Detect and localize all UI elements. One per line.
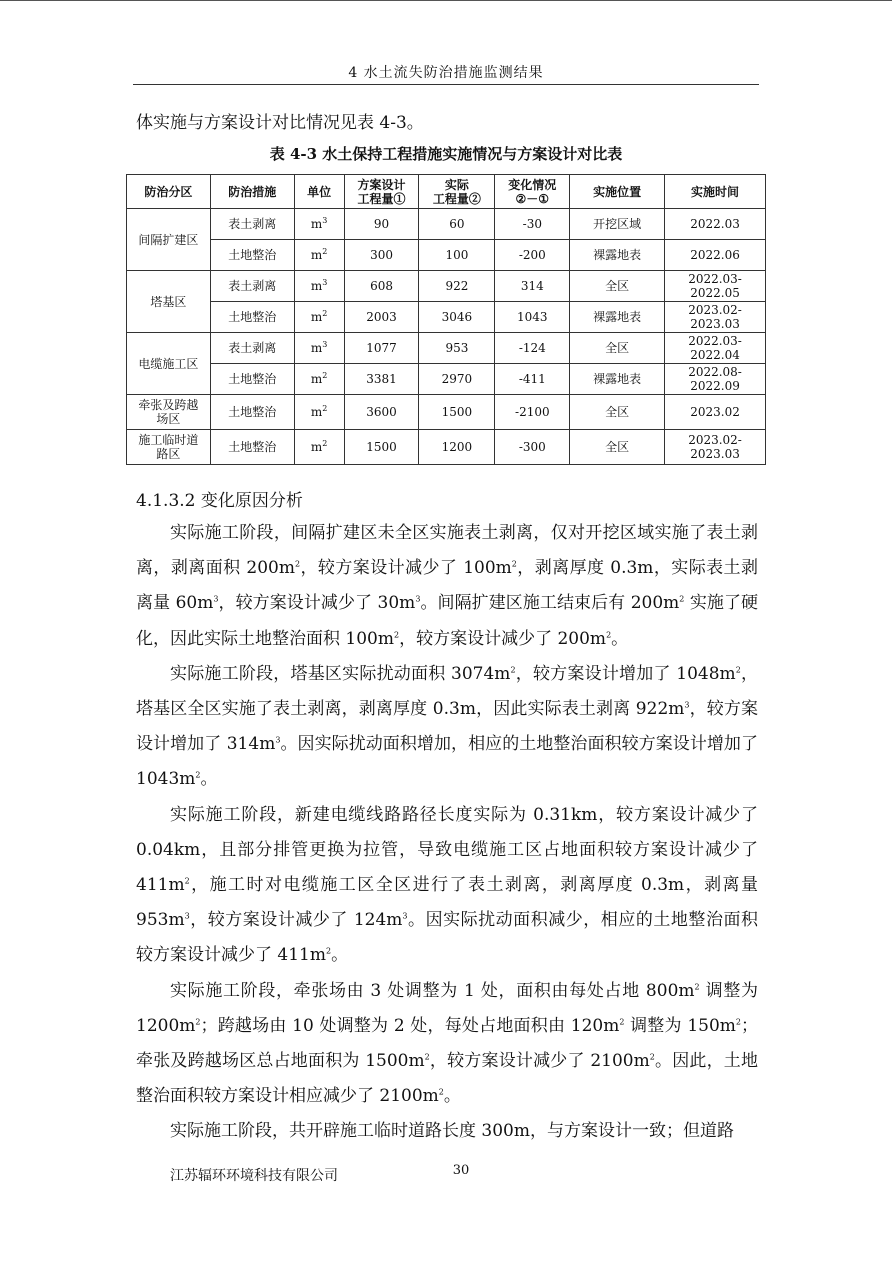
text-run: 实际施工阶段，共开辟施工临时道路长度 300m，与方案设计一致；但道路 — [170, 1121, 734, 1142]
time-cell — [665, 271, 766, 302]
table-row — [127, 364, 766, 395]
time-line1: 2022.06 — [690, 248, 740, 262]
text-run: 实际施工阶段，间隔扩建区未全区实施表土剥离，仅对开挖区域实施了表土剥离，剥离面积 200m — [136, 523, 758, 579]
location-cell: 裸露地表 — [570, 240, 665, 271]
text-run: 实施了硬化，因此实际土地整治面积 100m — [136, 593, 759, 649]
text-run: ，较方案设计减少了 124m — [189, 910, 403, 931]
time-line1: 2023.02- — [688, 433, 742, 447]
superscript: 2 — [294, 559, 301, 569]
superscript: 2 — [606, 629, 612, 639]
measure-cell: 土地整治 — [210, 364, 294, 395]
header-actual — [419, 175, 495, 209]
design-cell: 300 — [344, 240, 419, 271]
superscript: 3 — [213, 594, 219, 604]
table-header-row — [127, 175, 766, 209]
time-cell — [665, 240, 766, 271]
measure-cell: 表土剥离 — [210, 333, 294, 364]
measure-cell: 土地整治 — [210, 302, 294, 333]
header-design-line1: 方案设计 — [357, 177, 406, 192]
body-text — [136, 516, 758, 1150]
table-row — [127, 395, 766, 430]
change-cell: 314 — [495, 271, 570, 302]
area-cell — [127, 395, 211, 430]
time-line2: 2022.05 — [690, 286, 740, 300]
superscript: 2 — [679, 594, 685, 604]
time-cell — [665, 395, 766, 430]
text-run: 。 — [200, 769, 218, 790]
actual-cell: 100 — [419, 240, 495, 271]
area-line1: 施工临时道 — [138, 433, 199, 447]
unit-base: m — [310, 372, 323, 386]
superscript: 2 — [438, 1087, 444, 1097]
unit-exponent: 3 — [322, 340, 328, 349]
text-run: 。间隔扩建区施工结束后有 200m — [420, 593, 680, 614]
table-row — [127, 302, 766, 333]
superscript: 2 — [195, 1017, 201, 1027]
unit-base: m — [310, 248, 323, 262]
table-row — [127, 209, 766, 240]
text-run: ，较方案设计增加了 314m — [136, 699, 758, 755]
actual-cell: 60 — [419, 209, 495, 240]
unit-exponent: 3 — [322, 216, 328, 225]
measure-cell: 表土剥离 — [210, 209, 294, 240]
page-number: 30 — [452, 1163, 470, 1178]
text-run: 调整为 1200m — [136, 980, 759, 1036]
actual-cell: 1200 — [419, 430, 495, 465]
header-change-line1: 变化情况 — [508, 177, 557, 192]
page-top-border — [0, 0, 892, 1]
location-cell: 全区 — [570, 395, 665, 430]
header-change — [495, 175, 570, 209]
text-run: ；跨越场由 10 处调整为 2 处，每处占地面积由 120m — [200, 1015, 620, 1036]
design-cell: 608 — [344, 271, 419, 302]
section-heading: 4.1.3.2 变化原因分析 — [136, 491, 303, 511]
text-run: ，施工时对电缆施工区全区进行了表土剥离，剥离厚度 0.3m，剥离量 953m — [136, 875, 758, 931]
time-cell — [665, 302, 766, 333]
change-cell: -2100 — [495, 395, 570, 430]
time-line2: 2022.04 — [690, 348, 740, 362]
text-run: 。 — [611, 628, 629, 649]
actual-cell: 1500 — [419, 395, 495, 430]
unit-base: m — [310, 341, 323, 355]
time-cell — [665, 430, 766, 465]
area-cell: 电缆施工区 — [127, 333, 211, 395]
text-run: ，较方案设计增加了 1048m — [515, 663, 736, 684]
comparison-table — [126, 174, 766, 465]
time-cell — [665, 333, 766, 364]
unit-base: m — [310, 217, 323, 231]
unit-base: m — [310, 440, 323, 454]
unit-exponent: 2 — [322, 247, 328, 256]
time-line1: 2022.03- — [688, 334, 742, 348]
body-paragraph — [136, 516, 758, 657]
superscript: 2 — [424, 1052, 430, 1062]
location-cell: 全区 — [570, 271, 665, 302]
change-cell: -300 — [495, 430, 570, 465]
superscript: 2 — [184, 876, 190, 886]
unit-base: m — [310, 405, 323, 419]
intro-text: 体实施与方案设计对比情况见表 4-3。 — [136, 113, 424, 133]
text-run: 。因此，土地整治面积较方案设计相应减少了 2100m — [136, 1051, 759, 1107]
superscript: 2 — [735, 1017, 741, 1027]
body-paragraph — [136, 798, 758, 974]
table-row — [127, 240, 766, 271]
header-time: 实施时间 — [665, 175, 766, 209]
text-run: 。 — [331, 945, 349, 966]
body-paragraph — [136, 974, 758, 1115]
design-cell: 1500 — [344, 430, 419, 465]
text-run: 实际施工阶段，牵张场由 3 处调整为 1 处，面积由每处占地 800m — [170, 980, 695, 1001]
text-run: ，较方案设计减少了 200m — [399, 628, 607, 649]
body-paragraph — [136, 1114, 758, 1149]
unit-exponent: 2 — [322, 439, 328, 448]
change-cell: -124 — [495, 333, 570, 364]
superscript: 2 — [735, 665, 741, 675]
change-cell: 1043 — [495, 302, 570, 333]
unit-exponent: 3 — [322, 278, 328, 287]
unit-exponent: 2 — [322, 371, 328, 380]
time-line1: 2023.02- — [688, 303, 742, 317]
text-run: 。因实际扰动面积增加，相应的土地整治面积较方案设计增加了 1043m — [136, 734, 758, 790]
measure-cell: 土地整治 — [210, 430, 294, 465]
superscript: 3 — [684, 700, 690, 710]
change-cell: -30 — [495, 209, 570, 240]
superscript: 3 — [415, 594, 421, 604]
superscript: 2 — [694, 981, 700, 991]
text-run: 实际施工阶段，塔基区实际扰动面积 3074m — [170, 663, 511, 684]
footer-company: 江苏辐环环境科技有限公司 — [170, 1168, 338, 1184]
measure-cell: 表土剥离 — [210, 271, 294, 302]
area-cell — [127, 430, 211, 465]
table-row — [127, 271, 766, 302]
change-cell: -411 — [495, 364, 570, 395]
table-row — [127, 333, 766, 364]
unit-base: m — [310, 310, 323, 324]
design-cell: 90 — [344, 209, 419, 240]
header-design — [344, 175, 419, 209]
table-row — [127, 430, 766, 465]
text-run: ，较方案设计减少了 100m — [300, 558, 512, 579]
header-design-line2: 工程量① — [357, 191, 406, 206]
time-cell — [665, 209, 766, 240]
text-run: ，较方案设计减少了 30m — [218, 593, 416, 614]
superscript: 3 — [275, 735, 281, 745]
superscript: 2 — [195, 770, 201, 780]
superscript: 2 — [649, 1052, 655, 1062]
text-run: 。因实际扰动面积减少，相应的土地整治面积较方案设计减少了 411m — [136, 910, 758, 966]
area-cell: 塔基区 — [127, 271, 211, 333]
unit-exponent: 2 — [322, 309, 328, 318]
time-line1: 2022.03 — [690, 217, 740, 231]
design-cell: 3600 — [344, 395, 419, 430]
design-cell: 2003 — [344, 302, 419, 333]
header-area: 防治分区 — [127, 175, 211, 209]
area-line2: 场区 — [156, 412, 181, 426]
superscript: 2 — [511, 559, 517, 569]
superscript: 2 — [619, 1017, 625, 1027]
area-line1: 牵张及跨越 — [138, 398, 199, 412]
time-line1: 2022.08- — [688, 365, 742, 379]
actual-cell: 3046 — [419, 302, 495, 333]
area-cell: 间隔扩建区 — [127, 209, 211, 271]
unit-base: m — [310, 279, 323, 293]
time-cell — [665, 364, 766, 395]
unit-cell — [294, 209, 344, 240]
design-cell: 1077 — [344, 333, 419, 364]
text-run: 。 — [443, 1086, 461, 1107]
location-cell: 开挖区域 — [570, 209, 665, 240]
time-line2: 2022.09 — [690, 379, 740, 393]
unit-cell — [294, 302, 344, 333]
superscript: 3 — [402, 911, 408, 921]
header-actual-line1: 实际 — [444, 177, 469, 192]
unit-cell — [294, 333, 344, 364]
actual-cell: 953 — [419, 333, 495, 364]
superscript: 2 — [393, 629, 400, 639]
body-paragraph — [136, 657, 758, 798]
text-run: ，剥离厚度 0.3m，实际表土剥离量 60m — [136, 558, 758, 614]
location-cell: 全区 — [570, 333, 665, 364]
unit-cell — [294, 430, 344, 465]
measure-cell: 土地整治 — [210, 395, 294, 430]
header-actual-line2: 工程量② — [432, 191, 481, 206]
unit-cell — [294, 364, 344, 395]
text-run: 调整为 150m — [624, 1015, 736, 1036]
time-line1: 2022.03- — [688, 272, 742, 286]
text-run: ，较方案设计减少了 2100m — [429, 1051, 650, 1072]
time-line1: 2023.02 — [690, 405, 740, 419]
location-cell: 裸露地表 — [570, 302, 665, 333]
unit-cell — [294, 240, 344, 271]
time-line2: 2023.03 — [690, 447, 740, 461]
text-run: ；牵张及跨越场区总占地面积为 1500m — [136, 1015, 758, 1072]
change-cell: -200 — [495, 240, 570, 271]
text-run: ，塔基区全区实施了表土剥离，剥离厚度 0.3m，因此实际表土剥离 922m — [136, 663, 758, 720]
header-measure: 防治措施 — [210, 175, 294, 209]
unit-cell — [294, 271, 344, 302]
running-header: 4 水土流失防治措施监测结果 — [348, 65, 544, 81]
header-location: 实施位置 — [570, 175, 665, 209]
unit-cell — [294, 395, 344, 430]
location-cell: 裸露地表 — [570, 364, 665, 395]
superscript: 3 — [184, 911, 190, 921]
area-line2: 路区 — [156, 447, 181, 461]
actual-cell: 922 — [419, 271, 495, 302]
design-cell: 3381 — [344, 364, 419, 395]
unit-exponent: 2 — [322, 404, 328, 413]
measure-cell: 土地整治 — [210, 240, 294, 271]
superscript: 2 — [325, 946, 332, 956]
superscript: 2 — [510, 665, 516, 675]
header-rule — [133, 84, 759, 85]
text-run: 实际施工阶段，新建电缆线路路径长度实际为 0.31km，较方案设计减少了 0.04km，且部分排管更换为拉管，导致电缆施工区占地面积较方案设计减少了 411m — [136, 804, 758, 896]
time-line2: 2023.03 — [690, 317, 740, 331]
header-change-line2: ②－① — [515, 191, 550, 206]
location-cell: 全区 — [570, 430, 665, 465]
header-unit: 单位 — [294, 175, 344, 209]
table-caption: 表 4-3 水土保持工程措施实施情况与方案设计对比表 — [269, 145, 623, 163]
actual-cell: 2970 — [419, 364, 495, 395]
